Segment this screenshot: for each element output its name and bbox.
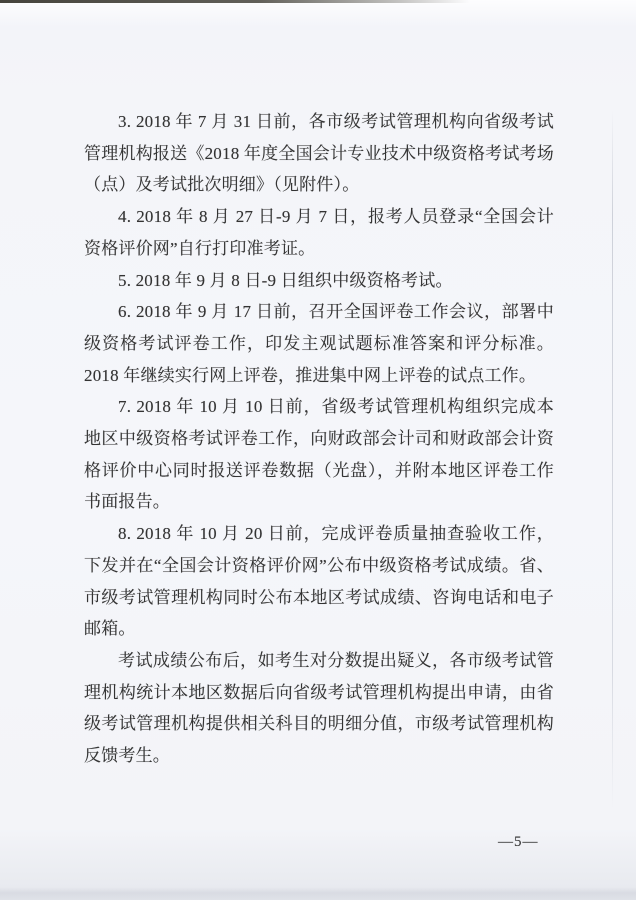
- paragraph-item-3: 3. 2018 年 7 月 31 日前，各市级考试管理机构向省级考试管理机构报送《2018 年度全国会计专业技术中级资格考试考场（点）及考试批次明细》（见附件）。: [84, 112, 554, 195]
- scan-artifact-bottom-shadow: [0, 887, 636, 900]
- document-body-text: [84, 106, 554, 772]
- scan-artifact-top-edge-line: [0, 0, 470, 3]
- paragraph-item-8: 8. 2018 年 10 月 20 日前，完成评卷质量抽查验收工作，下发并在“全国会计资格评价网”公布中级资格考试成绩。省、市级考试管理机构同时公布本地区考试成绩、咨询电话和电子邮箱。: [84, 524, 554, 639]
- paragraph-item-6: 6. 2018 年 9 月 17 日前，召开全国评卷工作会议，部署中级资格考试评卷工作，印发主观试题标准答案和评分标准。2018 年继续实行网上评卷，推进集中网上评卷的试点工作。: [84, 302, 554, 385]
- scan-artifact-right-edge-line: [612, 110, 613, 810]
- paragraph-item-4: 4. 2018 年 8 月 27 日-9 月 7 日，报考人员登录“全国会计资格评价网”自行打印准考证。: [84, 207, 554, 258]
- paragraph-item-5: 5. 2018 年 9 月 8 日-9 日组织中级资格考试。: [118, 270, 453, 290]
- paragraph-score-appeal: 考试成绩公布后，如考生对分数提出疑义，各市级考试管理机构统计本地区数据后向省级考试管理机构提出申请，由省级考试管理机构提供相关科目的明细分值，市级考试管理机构反馈考生。: [84, 650, 554, 766]
- page-number: —5—: [498, 834, 539, 850]
- paragraph-item-7: 7. 2018 年 10 月 10 日前，省级考试管理机构组织完成本地区中级资格考试评卷工作，向财政部会计司和财政部会计资格评价中心同时报送评卷数据（光盘），并附本地区评卷工作书面报告。: [84, 397, 554, 512]
